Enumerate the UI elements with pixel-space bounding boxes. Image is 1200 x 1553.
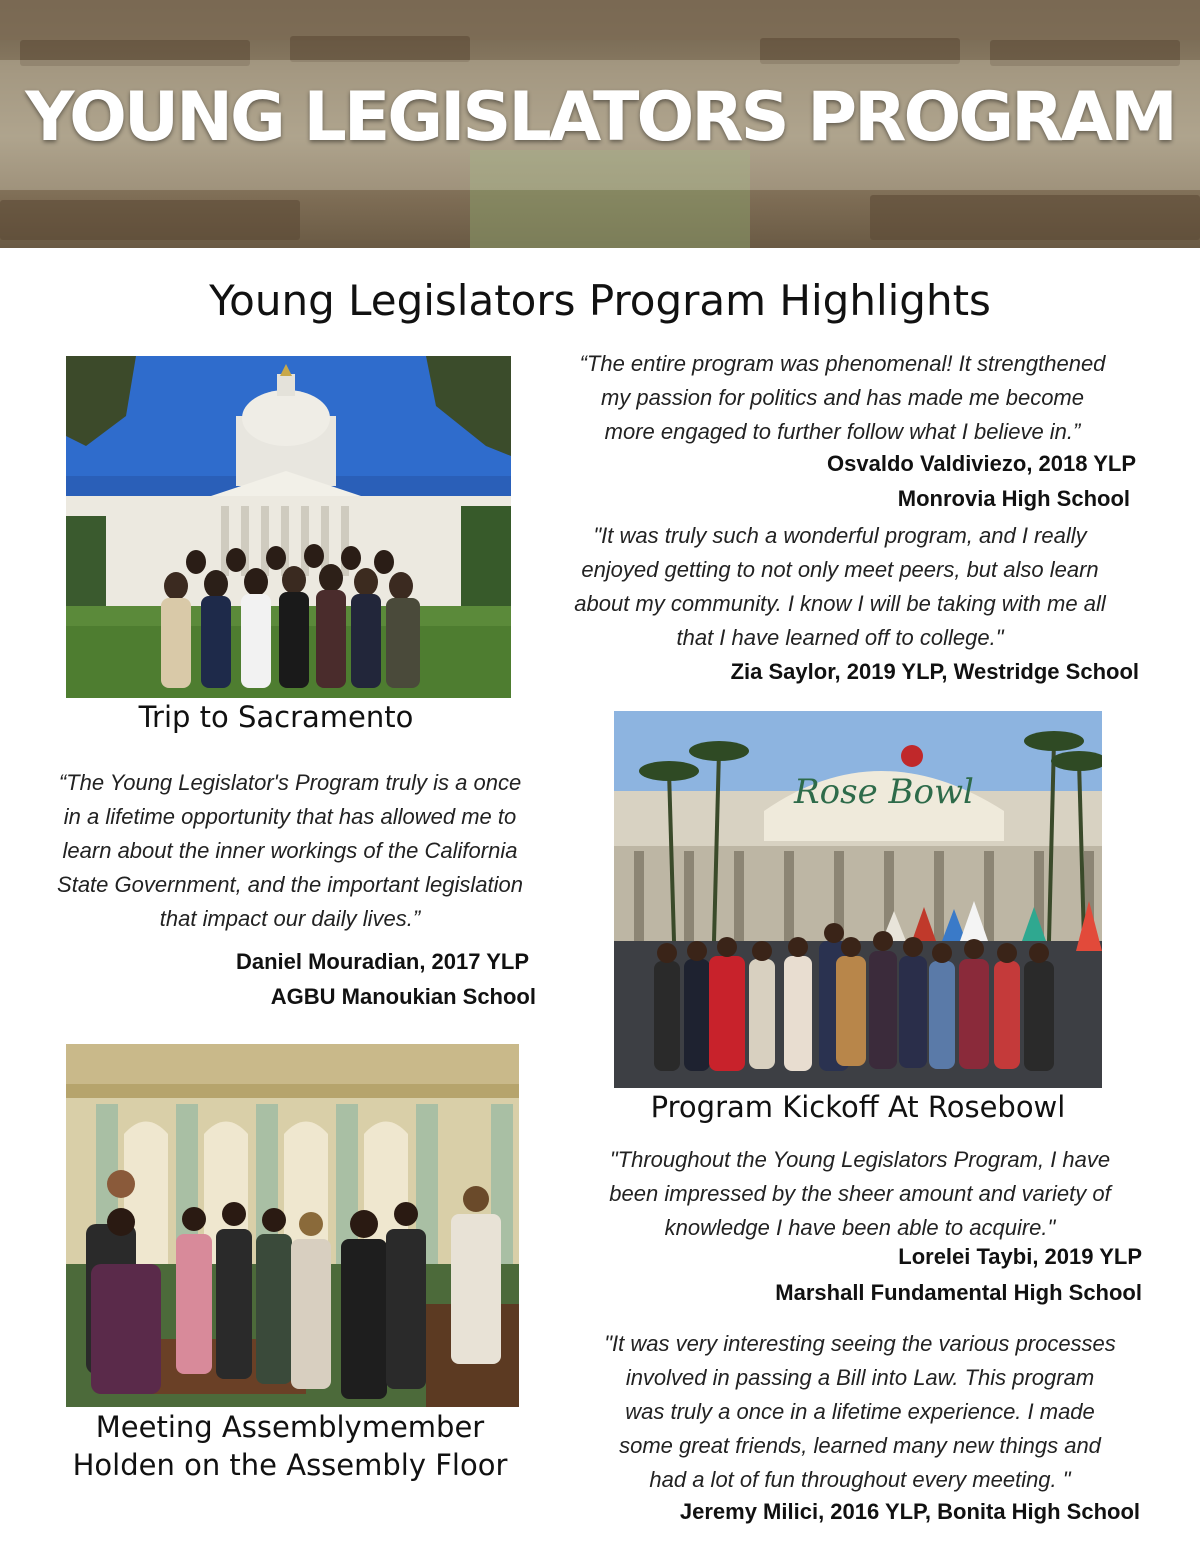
quote-line: that impact our daily lives.”	[159, 906, 421, 931]
rose-bowl-sign: Rose Bowl	[794, 772, 974, 812]
header-banner	[0, 0, 1200, 248]
quote-line: "Throughout the Young Legislators Program, I have	[609, 1147, 1111, 1172]
caption-line: Holden on the Assembly Floor	[72, 1448, 508, 1482]
quote-line: been impressed by the sheer amount and variety of	[609, 1181, 1111, 1206]
testimonial-quote-milici	[550, 1327, 1170, 1497]
testimonial-name-milici: Jeremy Milici, 2016 YLP, Bonita High School	[679, 1499, 1140, 1524]
quote-line: “The Young Legislator's Program truly is a once	[58, 770, 522, 795]
testimonial-name-mouradian: Daniel Mouradian, 2017 YLP	[235, 949, 529, 974]
quote-line: learn about the inner workings of the California	[62, 838, 518, 863]
quote-line: that I have learned off to college."	[676, 625, 1004, 650]
quote-line: my passion for politics and has made me become	[600, 385, 1084, 410]
testimonial-quote-taybi	[550, 1143, 1170, 1245]
testimonial-quote-valdiviezo	[535, 347, 1150, 449]
banner-title: YOUNG LEGISLATORS PROGRAM	[25, 78, 1175, 157]
testimonial-name-saylor: Zia Saylor, 2019 YLP, Westridge School	[730, 659, 1139, 684]
quote-line: knowledge I have been able to acquire."	[664, 1215, 1056, 1240]
quote-line: more engaged to further follow what I believe in.”	[604, 419, 1081, 444]
caption-line: Meeting Assemblymember	[95, 1410, 485, 1444]
quote-line: had a lot of fun throughout every meeting. "	[649, 1467, 1071, 1492]
testimonial-name-taybi: Lorelei Taybi, 2019 YLP	[898, 1244, 1142, 1269]
photo-caption-assembly	[30, 1408, 550, 1484]
quote-line: in a lifetime opportunity that has allowed me to	[63, 804, 517, 829]
photo-caption-rosebowl: Program Kickoff At Rosebowl	[650, 1090, 1066, 1124]
quote-line: "It was very interesting seeing the various processes	[604, 1331, 1116, 1356]
testimonial-name-valdiviezo: Osvaldo Valdiviezo, 2018 YLP	[827, 451, 1136, 476]
quote-line: “The entire program was phenomenal! It strengthened	[579, 351, 1106, 376]
testimonial-school-taybi: Marshall Fundamental High School	[775, 1280, 1142, 1305]
quote-line: State Government, and the important legislation	[57, 872, 523, 897]
quote-line: involved in passing a Bill into Law. This program	[625, 1365, 1095, 1390]
quote-line: some great friends, learned many new things and	[619, 1433, 1101, 1458]
quote-line: enjoyed getting to not only meet peers, but also learn	[581, 557, 1099, 582]
quote-line: was truly a once in a lifetime experience. I made	[625, 1399, 1095, 1424]
assembly-floor-photo	[66, 1044, 519, 1407]
testimonial-school-valdiviezo: Monrovia High School	[897, 486, 1130, 511]
capitol-photo	[66, 356, 511, 698]
rosebowl-photo	[614, 711, 1102, 1088]
testimonial-quote-mouradian	[20, 766, 560, 936]
quote-line: "It was truly such a wonderful program, and I really	[593, 523, 1087, 548]
page-title: Young Legislators Program Highlights	[209, 276, 991, 325]
photo-caption-sacramento: Trip to Sacramento	[138, 700, 414, 734]
testimonial-school-mouradian: AGBU Manoukian School	[270, 984, 536, 1009]
testimonial-quote-saylor	[530, 519, 1150, 655]
quote-line: about my community. I know I will be taking with me all	[574, 591, 1106, 616]
